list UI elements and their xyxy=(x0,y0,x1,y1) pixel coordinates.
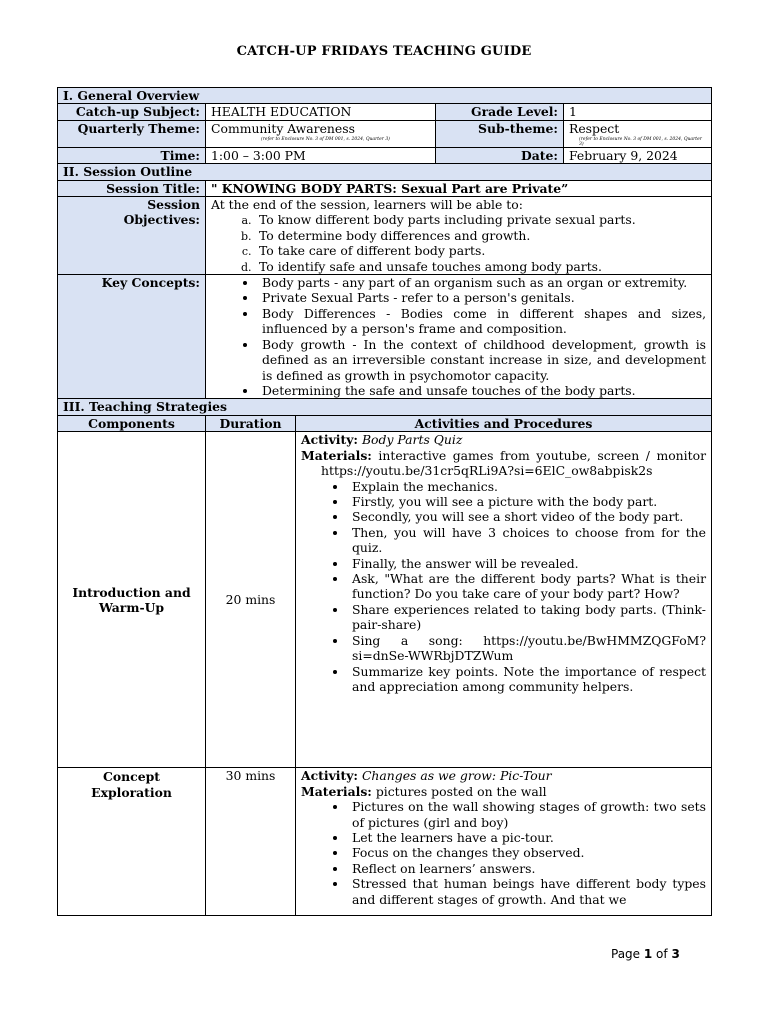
concept-item: • Private Sexual Parts - refer to a person's genitals. xyxy=(258,290,706,305)
concept-item: • Body parts - any part of an organism such as an organ or extremity. xyxy=(258,275,706,290)
materials-text: interactive games from youtube, screen / monitor xyxy=(378,447,706,463)
component-concept: Concept Exploration xyxy=(58,768,206,916)
time-label: Time: xyxy=(58,147,206,163)
activities-intro xyxy=(296,432,712,768)
page-number: 1 xyxy=(643,947,653,961)
activity-label: Activity: xyxy=(301,432,358,448)
session-title-label: Session Title: xyxy=(58,180,206,196)
key-concepts-list xyxy=(211,275,706,398)
subtheme-label: Sub-theme: xyxy=(436,121,564,147)
strategies-header-row xyxy=(58,416,712,432)
activity-line xyxy=(301,432,706,447)
subject-label: Catch-up Subject: xyxy=(58,104,206,121)
subtheme-value: Respect xyxy=(569,121,620,137)
page-footer xyxy=(611,947,680,961)
objectives-label-line2: Objectives: xyxy=(123,212,200,228)
activity-name: Changes as we grow: Pic-Tour xyxy=(361,768,552,784)
theme-label: Quarterly Theme: xyxy=(58,121,206,147)
concept-item: • Determining the safe and unsafe touches of the body parts. xyxy=(258,383,706,398)
objectives-label-line1: Session xyxy=(147,197,200,213)
page-prefix: Page xyxy=(611,947,644,961)
step-item: • Stressed that human beings have different body types and different stages of growth. And that we xyxy=(348,876,706,907)
date-value: February 9, 2024 xyxy=(564,147,712,163)
col-header-duration: Duration xyxy=(206,416,296,432)
component-intro: Introduction and Warm-Up xyxy=(58,432,206,768)
step-item: • Pictures on the wall showing stages of growth: two sets of pictures (girl and boy) xyxy=(348,799,706,830)
concept-item: • Body growth - In the context of childhood development, growth is defined as an irreversible constant increase in size, and development is defined as growth in psychomotor capacity. xyxy=(258,337,706,383)
objectives-cell xyxy=(206,197,712,275)
step-item: • Ask, "What are the different body parts? What is their function? Do you take care of your body part? How? xyxy=(348,571,706,602)
step-item: • Let the learners have a pic-tour. xyxy=(348,830,706,845)
concept-item: • Body Differences - Bodies come in different shapes and sizes, influenced by a person's frame and composition. xyxy=(258,306,706,337)
section-teaching-strategies: III. Teaching Strategies xyxy=(58,399,712,415)
strategies-table xyxy=(57,415,712,916)
grade-label: Grade Level: xyxy=(436,104,564,121)
theme-cell xyxy=(206,121,436,147)
teaching-guide-table xyxy=(57,87,712,416)
materials-label: Materials: xyxy=(301,783,372,799)
subject-value: HEALTH EDUCATION xyxy=(206,104,436,121)
key-concepts-label: Key Concepts: xyxy=(58,275,206,399)
subtheme-note: (refer to Enclosure No. 3 of DM 001, s. 2024, Quarter 3) xyxy=(579,136,702,147)
activity-name: Body Parts Quiz xyxy=(361,432,463,448)
concept-steps-list xyxy=(301,799,706,907)
duration-concept: 30 mins xyxy=(206,768,296,916)
materials-link[interactable]: https://youtu.be/31cr5qRLi9A?si=6ElC_ow8abpisk2s xyxy=(321,463,653,479)
theme-value: Community Awareness xyxy=(211,121,355,137)
date-label: Date: xyxy=(436,147,564,163)
page-mid: of xyxy=(652,947,672,961)
activities-concept xyxy=(296,768,712,916)
session-title-value: " KNOWING BODY PARTS: Sexual Part are Private” xyxy=(206,180,712,196)
step-item: • Focus on the changes they observed. xyxy=(348,845,706,860)
materials-text: pictures posted on the wall xyxy=(375,783,547,799)
grade-value: 1 xyxy=(564,104,712,121)
col-header-activities: Activities and Procedures xyxy=(296,416,712,432)
objective-item: a. To know different body parts including private sexual parts. xyxy=(255,212,706,227)
activity-label: Activity: xyxy=(301,768,358,784)
objectives-label xyxy=(58,197,206,275)
step-item: • Finally, the answer will be revealed. xyxy=(348,556,706,571)
duration-intro: 20 mins xyxy=(206,432,296,768)
step-item: • Then, you will have 3 choices to choose from for the quiz. xyxy=(348,525,706,556)
col-header-components: Components xyxy=(58,416,206,432)
step-item: • Explain the mechanics. xyxy=(348,479,706,494)
step-item: • Reflect on learners’ answers. xyxy=(348,861,706,876)
section-session-outline: II. Session Outline xyxy=(58,164,712,180)
objective-item: c. To take care of different body parts. xyxy=(255,243,706,258)
step-item: • Secondly, you will see a short video of the body part. xyxy=(348,509,706,524)
activity-line xyxy=(301,768,706,783)
page-title: CATCH-UP FRIDAYS TEACHING GUIDE xyxy=(236,44,532,59)
materials-line xyxy=(301,784,706,799)
objective-item: d. To identify safe and unsafe touches among body parts. xyxy=(255,259,706,274)
step-item: • Share experiences related to taking body parts. (Think-pair-share) xyxy=(348,602,706,633)
section-general-overview: I. General Overview xyxy=(58,88,712,104)
objectives-list xyxy=(211,212,706,274)
key-concepts-cell xyxy=(206,275,712,399)
materials-line xyxy=(301,448,706,479)
page-total: 3 xyxy=(671,947,680,961)
step-item: • Sing a song: https://youtu.be/BwHMMZQGFoM?si=dnSe-WWRbjDTZWum xyxy=(348,633,706,664)
materials-label: Materials: xyxy=(301,447,372,463)
theme-note: (refer to Enclosure No. 3 of DM 001, s. 2024, Quarter 3) xyxy=(261,136,390,142)
step-item: • Summarize key points. Note the importance of respect and appreciation among community helpers. xyxy=(348,664,706,695)
intro-steps-list xyxy=(301,479,706,695)
subtheme-cell xyxy=(564,121,712,147)
time-value: 1:00 – 3:00 PM xyxy=(206,147,436,163)
objectives-intro: At the end of the session, learners will be able to: xyxy=(211,197,523,213)
objective-item: b. To determine body differences and growth. xyxy=(255,228,706,243)
step-item: • Firstly, you will see a picture with the body part. xyxy=(348,494,706,509)
